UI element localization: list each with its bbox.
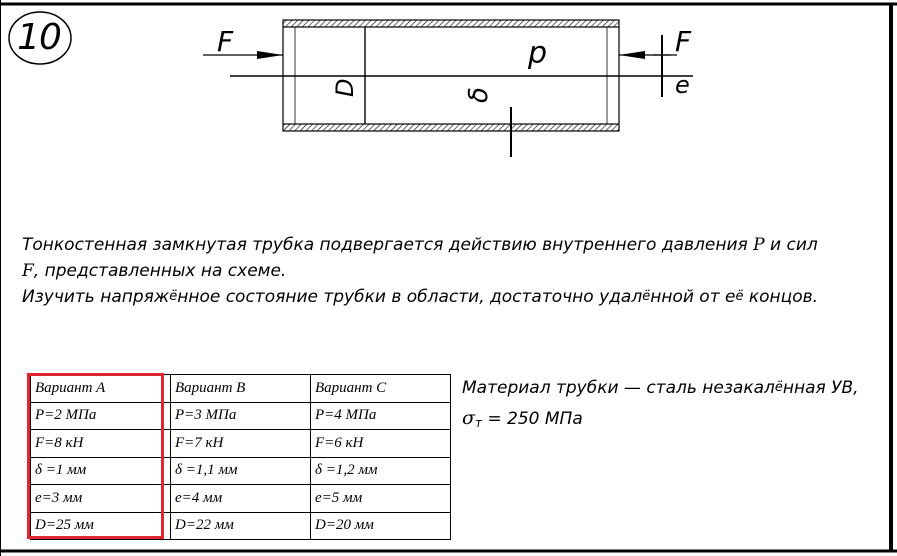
table-row [31,457,451,485]
material-text: нная УВ, [782,378,859,398]
statement-text: ё [642,289,651,304]
force-left-label: F [217,25,234,58]
statement-line-3 [22,284,882,310]
table-cell: D=20 мм [311,512,451,540]
table-cell: P=3 МПа [171,402,311,430]
table-header-cell: Вариант С [311,375,451,403]
statement-text: Изучить напряж [22,287,170,307]
sigma-symbol: σ [462,407,475,429]
eccentricity-label: e [675,71,690,99]
statement-text: ё [735,289,744,304]
statement-text: , представленных на схеме. [33,261,287,281]
statement-text: концов. [743,287,819,307]
sigma-subscript: т [474,416,482,430]
table-cell: δ =1,2 мм [311,457,451,485]
table-header-cell: Вариант В [171,375,311,403]
table-header-cell: Вариант А [31,375,171,403]
pressure-symbol: P [753,235,765,255]
yield-strength-line [462,403,859,438]
table-row [31,430,451,458]
force-left-arrow [257,51,283,59]
variants-table [30,374,451,540]
pressure-label: p [528,36,548,71]
table-cell: F=6 кН [311,430,451,458]
table-row [31,402,451,430]
table-cell: F=7 кН [171,430,311,458]
table-cell: F=8 кН [31,430,171,458]
table-cell: δ =1 мм [31,457,171,485]
table-header-row [31,375,451,403]
statement-text: нное состояние трубки в области, достаточно удал [177,287,643,307]
table-cell: δ =1,1 мм [171,457,311,485]
tube-wall-bottom [283,124,619,131]
thickness-label: δ [464,87,494,103]
diameter-label: D [331,78,359,97]
force-right-arrow [619,51,645,59]
problem-statement [22,232,882,310]
statement-text: ё [169,289,178,304]
table-cell: e=4 мм [171,485,311,513]
material-text: ё [774,380,783,395]
statement-line-2 [22,258,882,284]
material-text: Материал трубки — сталь незакал [462,378,775,398]
table-cell: P=4 МПа [311,402,451,430]
material-line [462,373,859,403]
table-row [31,512,451,540]
tube-wall-top [283,20,619,27]
table-cell: D=22 мм [171,512,311,540]
table-cell: D=25 мм [31,512,171,540]
problem-number: 10 [17,16,61,58]
table-row [31,485,451,513]
table-cell: P=2 МПа [31,402,171,430]
tube-diagram [195,15,705,160]
statement-text: нной от е [650,287,736,307]
statement-text: и сил [764,235,818,255]
material-info [462,373,859,438]
table-cell: e=5 мм [311,485,451,513]
statement-line-1 [22,232,882,258]
force-right-label: F [675,25,692,58]
table-cell: e=3 мм [31,485,171,513]
force-symbol: F [22,261,34,281]
statement-text: Тонкостенная замкнутая трубка подвергается действию внутреннего давления [22,235,754,255]
yield-strength-value: = 250 МПа [481,409,583,429]
